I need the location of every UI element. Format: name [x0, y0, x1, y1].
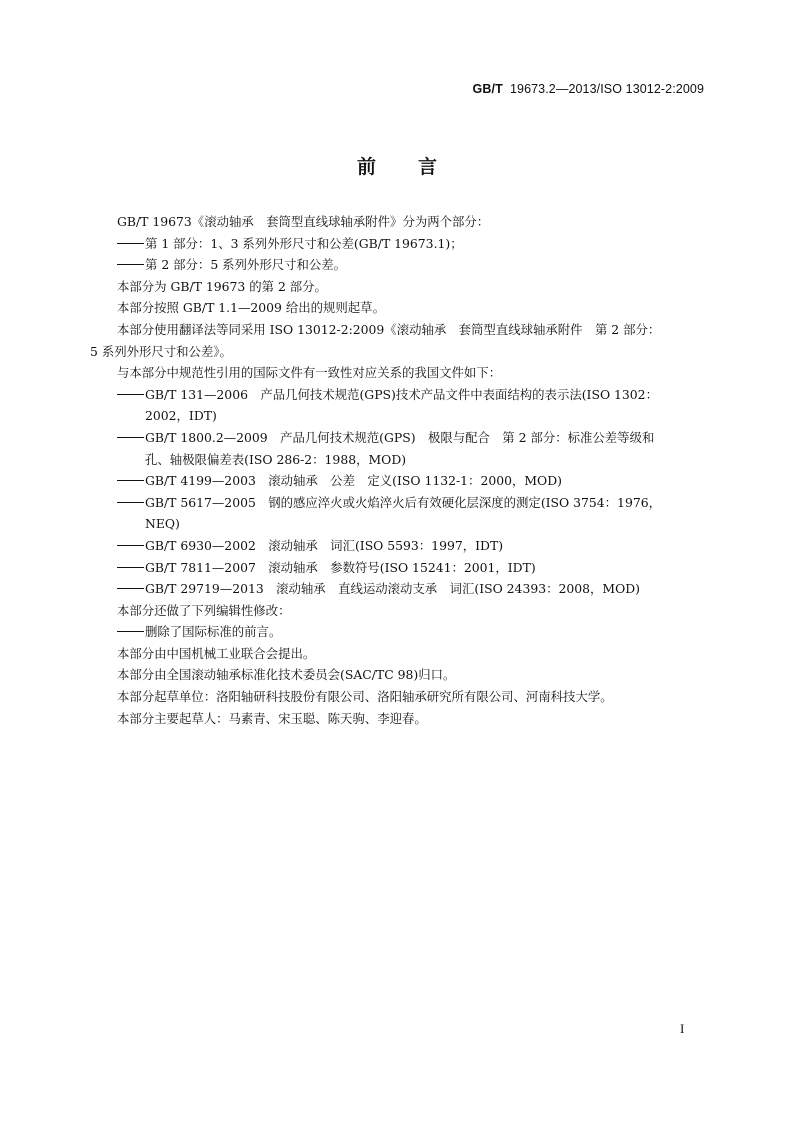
reference-item: GB/T 4199—2003 滚动轴承 公差 定义(ISO 1132-1：2000，MOD)	[90, 470, 708, 492]
page-title: 前言	[356, 156, 479, 178]
reference-item: GB/T 6930—2002 滚动轴承 词汇(ISO 5593：1997，IDT)	[90, 535, 708, 557]
reference-item: GB/T 5617—2005 钢的感应淬火或火焰淬火后有效硬化层深度的测定(ISO 3754：1976，	[90, 492, 708, 514]
reference-item: GB/T 1800.2—2009 产品几何技术规范(GPS) 极限与配合 第 2 部分：标准公差等级和	[90, 427, 708, 449]
paragraph-proposed-by: 本部分由中国机械工业联合会提出。	[117, 645, 316, 661]
reference-item-continuation: 2002，IDT)	[145, 408, 217, 424]
list-item-part2: 第 2 部分：5 系列外形尺寸和公差。	[90, 254, 708, 276]
paragraph-part-of: 本部分为 GB/T 19673 的第 2 部分。	[117, 278, 327, 294]
list-item-part1: 第 1 部分：1、3 系列外形尺寸和公差(GB/T 19673.1)；	[90, 233, 708, 255]
dash-marker	[117, 631, 144, 632]
list-item-editorial: 删除了国际标准的前言。	[90, 621, 708, 643]
dash-marker	[117, 264, 144, 265]
paragraph-editorial-changes: 本部分还做了下列编辑性修改：	[117, 602, 291, 618]
standard-prefix: GB/T	[472, 82, 503, 96]
foreword-body	[90, 211, 708, 729]
paragraph-references-intro: 与本部分中规范性引用的国际文件有一致性对应关系的我国文件如下：	[117, 365, 502, 381]
dash-marker	[117, 243, 144, 244]
dash-marker	[117, 480, 144, 481]
reference-item-continuation: 孔、轴极限偏差表(ISO 286-2：1988，MOD)	[145, 451, 407, 467]
paragraph-adoption-line1: 本部分使用翻译法等同采用 ISO 13012-2:2009《滚动轴承 套筒型直线球轴承附件 第 2 部分：	[117, 321, 661, 337]
reference-item: GB/T 7811—2007 滚动轴承 参数符号(ISO 15241：2001，IDT)	[90, 557, 708, 579]
standard-number: 19673.2—2013/ISO 13012-2:2009	[509, 82, 704, 96]
dash-marker	[117, 588, 144, 589]
dash-marker	[117, 502, 144, 503]
paragraph-parts-intro: GB/T 19673《滚动轴承 套筒型直线球轴承附件》分为两个部分：	[117, 214, 490, 229]
reference-item-continuation: NEQ)	[145, 516, 180, 532]
reference-item: GB/T 131—2006 产品几何技术规范(GPS)技术产品文件中表面结构的表示法(ISO 1302：	[90, 384, 708, 406]
reference-item: GB/T 29719—2013 滚动轴承 直线运动滚动支承 词汇(ISO 24393：2008，MOD)	[90, 578, 708, 600]
dash-marker	[117, 394, 144, 395]
dash-marker	[117, 437, 144, 438]
page-number: I	[680, 1021, 685, 1036]
paragraph-drafting-units: 本部分起草单位：洛阳轴研科技股份有限公司、洛阳轴承研究所有限公司、河南科技大学。	[117, 689, 613, 705]
paragraph-adoption-line2: 5 系列外形尺寸和公差》。	[90, 343, 232, 359]
dash-marker	[117, 567, 144, 568]
paragraph-under-jurisdiction: 本部分由全国滚动轴承标准化技术委员会(SAC/TC 98)归口。	[117, 667, 456, 683]
paragraph-drafters: 本部分主要起草人：马素青、宋玉聪、陈天驹、李迎春。	[117, 710, 427, 726]
paragraph-drafting-rules: 本部分按照 GB/T 1.1—2009 给出的规则起草。	[117, 300, 385, 316]
standard-code-header	[473, 82, 704, 96]
dash-marker	[117, 545, 144, 546]
